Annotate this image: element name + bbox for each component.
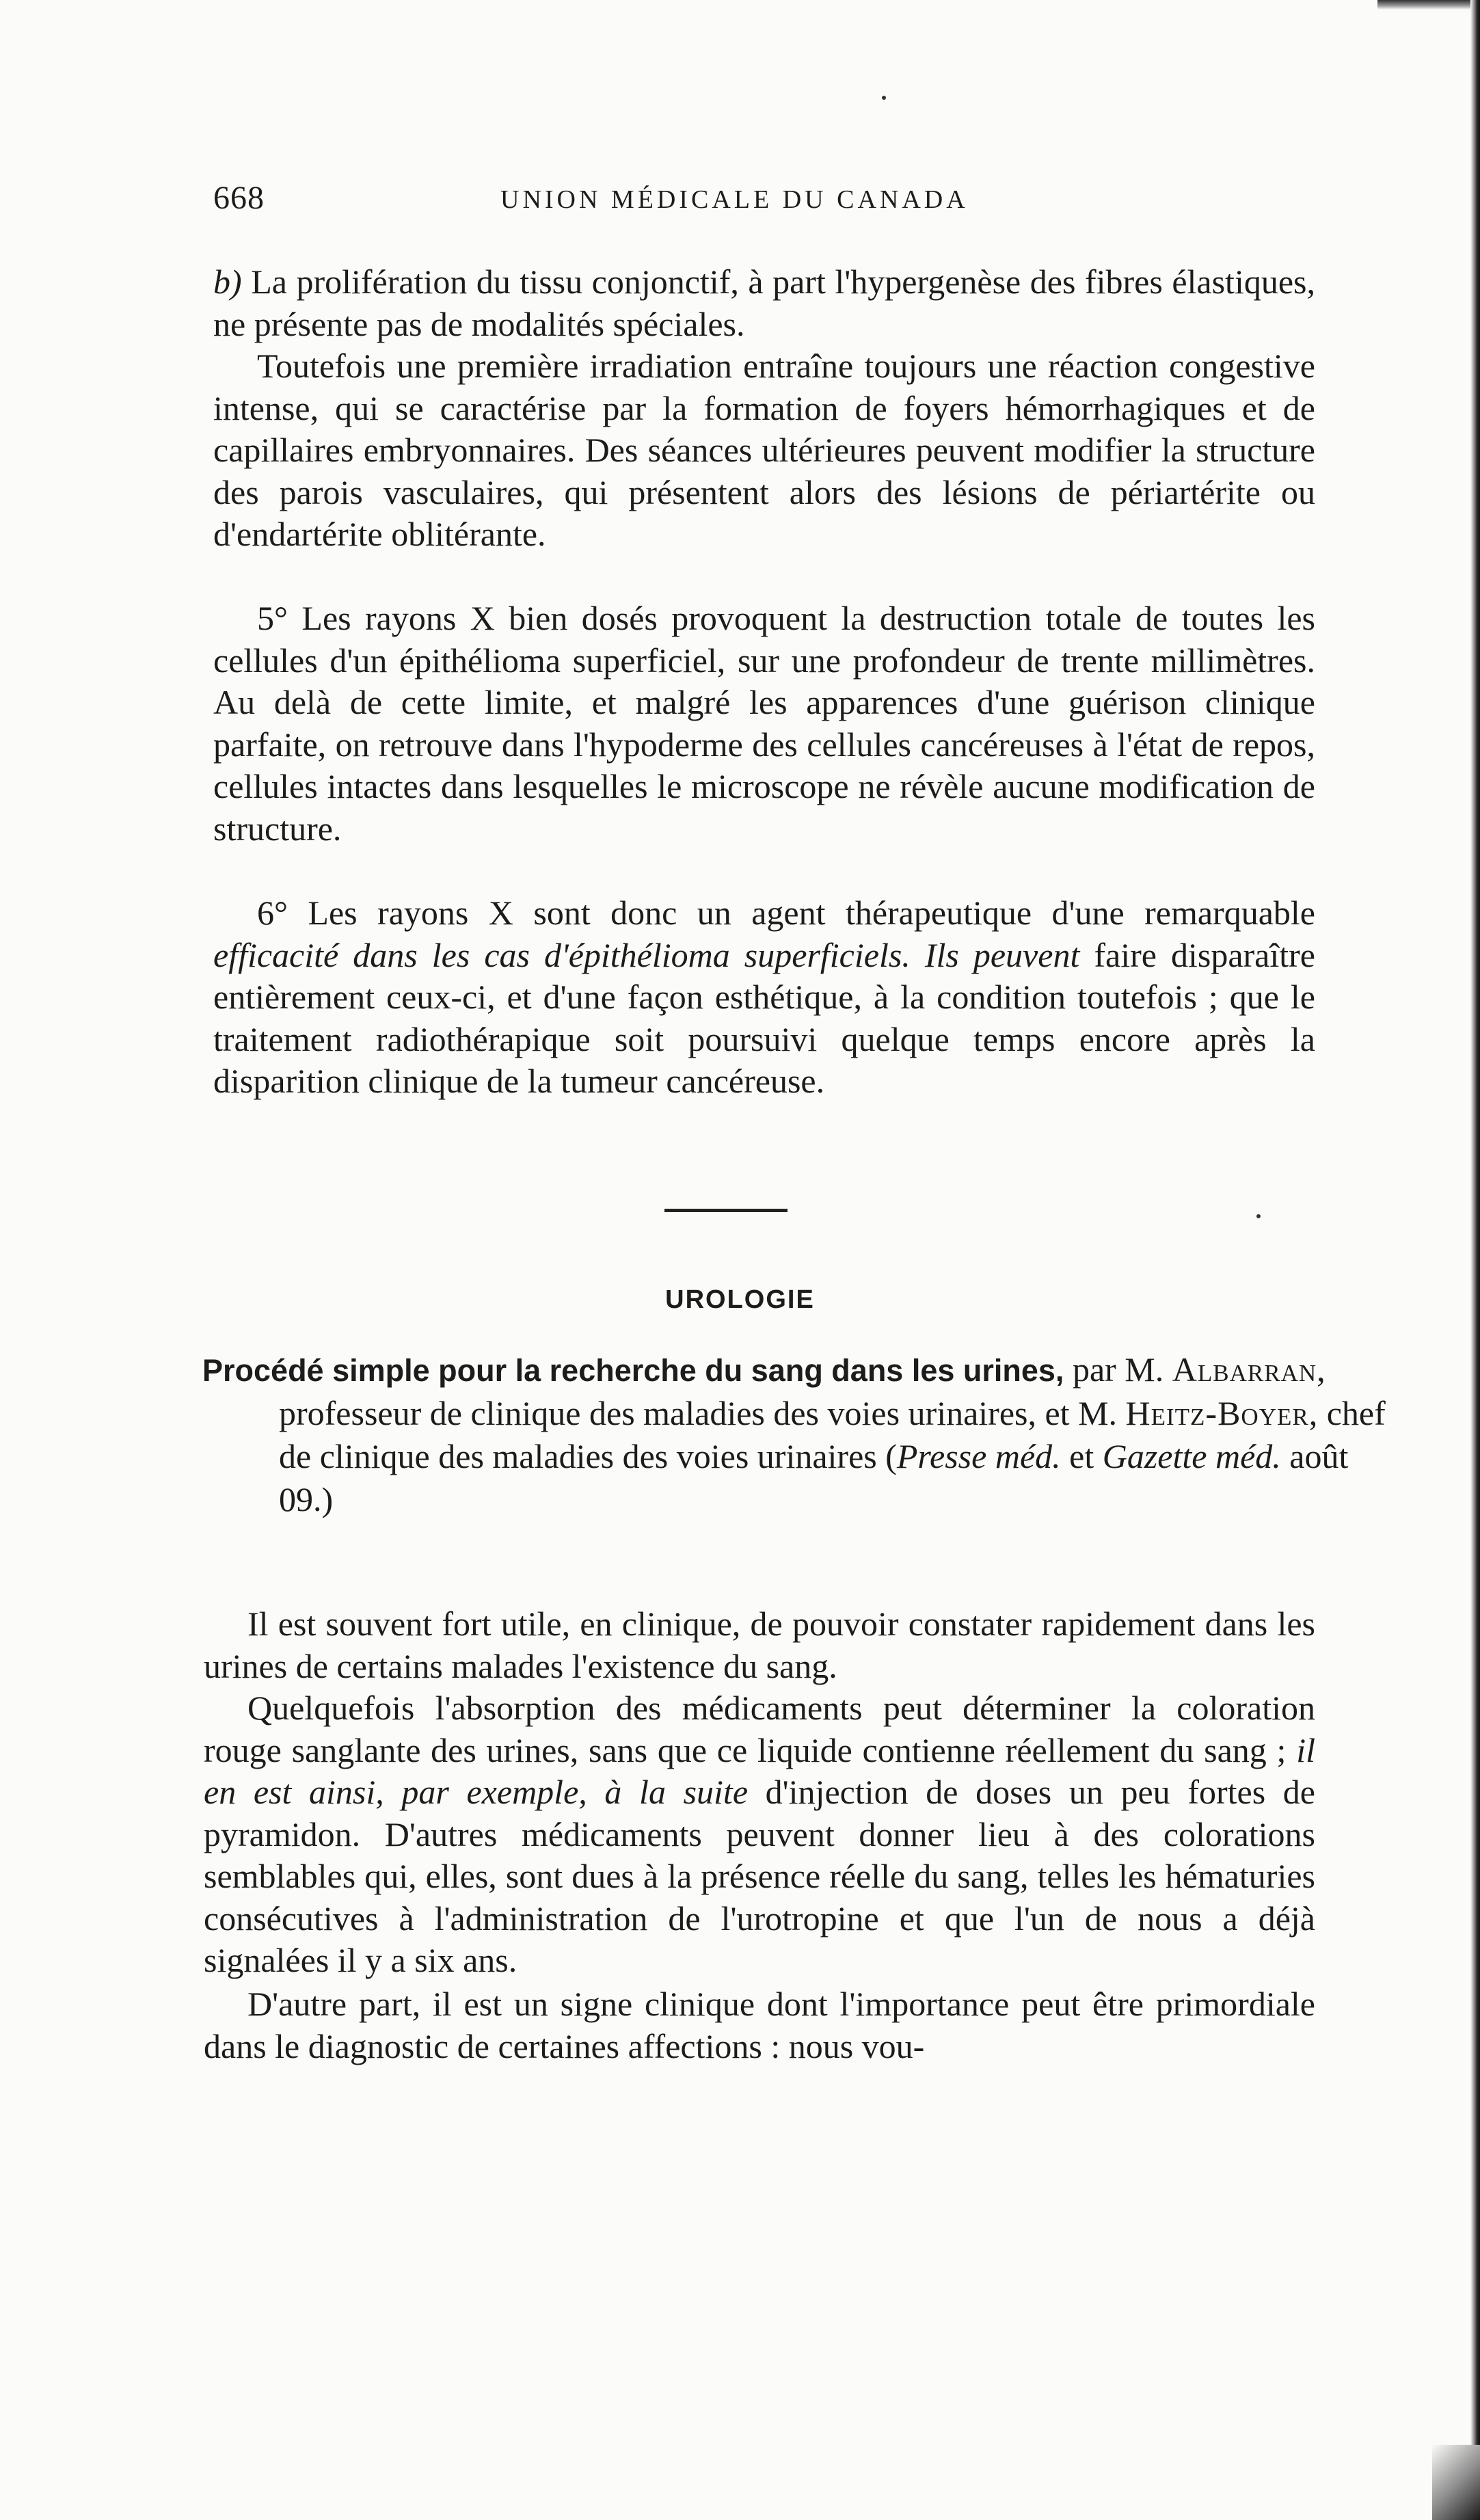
paragraph-point-6 [213,892,1315,1103]
paragraph-label: b) [213,263,242,301]
paragraph-b [213,261,1315,345]
source-journal: Presse méd. [896,1437,1061,1475]
section-heading: UROLOGIE [665,1285,815,1314]
ink-speck [1256,1214,1261,1218]
running-title: UNION MÉDICALE DU CANADA [500,185,969,214]
paragraph-text: faire disparaître entièrement ceux-ci, et d'une façon esthétique, à la condition toutefois ; que le traitement radiothérapique soit poursuivi quelque temps encore après la disparition clinique de la tumeur cancéreuse. [213,935,1315,1100]
paragraph-medications [204,1687,1315,1982]
paragraph-point-5: 5° Les rayons X bien dosés provoquent la destruction totale de toutes les cellules d'un épithélioma superficiel, sur une profondeur de trente millimètres. Au delà de cette limite, et malgré les apparences d'une guérison clinique parfaite, on retrouve dans l'hypoderme des cellules cancéreuses à l'état de repos, cellules intactes dans lesquelles le microscope ne révèle aucune modification de structure. [213,599,1315,848]
source-conjunction: et [1069,1437,1094,1475]
author-role: chef de clinique des maladies des voies urinaires [279,1394,1386,1475]
paragraph-text: Quelquefois l'absorption des médicaments peut déterminer la coloration rouge sanglante des urines, sans que ce liquide contienne réellement du sang ; [204,1689,1315,1769]
paragraph-intro: Il est souvent fort utile, en clinique, de pouvoir constater rapidement dans les urines de certains malades l'existence du sang. [204,1605,1315,1685]
paragraph-congestive-reaction: Toutefois une première irradiation entraîne toujours une réaction congestive intense, qui se caractérise par la formation de foyers hémorrhagiques et de capillaires embryonnaires. Des séances ultérieures peuvent modifier la structure des parois vasculaires, qui présentent alors des lésions de périartérite ou d'endartérite oblitérante. [213,347,1315,553]
page-edge-shadow-right [1470,0,1480,2520]
paragraph-text: 6° Les rayons X sont donc un agent thérapeutique d'une remarquable [257,894,1315,932]
paragraph-italic-text: il en est ainsi, par exemple, à la suite [204,1730,1315,1811]
source-open-paren: ( [885,1437,897,1475]
paragraph-text: La prolifération du tissu conjonctif, à part l'hypergenèse des fibres élastiques, ne présente pas de modalités spéciales. [213,263,1315,343]
author-name: Heitz-Boyer, [1125,1394,1319,1432]
article-by: par M. [1072,1350,1164,1389]
page-number: 668 [213,180,265,216]
article-title: Procédé simple pour la recherche du sang dans les urines, [202,1353,1064,1388]
page-edge-shadow-bottom [1432,2445,1480,2520]
source-journal: Gazette méd. [1102,1437,1281,1475]
running-header [213,179,1334,227]
paragraph-italic-text: efficacité dans les cas d'épithélioma superficiels. Ils peuvent [213,935,1080,974]
section-divider [664,1209,788,1212]
source-date: août 09.) [279,1437,1349,1518]
paragraph-clinical-sign: D'autre part, il est un signe clinique dont l'importance peut être primordiale dans le diagnostic de certaines affections : nous vou- [204,1985,1315,2065]
page-edge-shadow-top [1377,0,1480,10]
article-heading [202,1348,1386,1521]
author-name: Albarran, [1172,1350,1326,1389]
paragraph-text: d'injection de doses un peu fortes de pyramidon. D'autres médicaments peuvent donner lieu à des colorations semblables qui, elles, sont dues à la présence réelle du sang, telles les hématuries consécutives à l'administration de l'urotropine et que l'un de nous a déjà signalées il y a six ans. [204,1773,1315,1979]
ink-speck [882,96,886,100]
author-role: professeur de clinique des maladies des voies urinaires, et M. [279,1394,1118,1432]
